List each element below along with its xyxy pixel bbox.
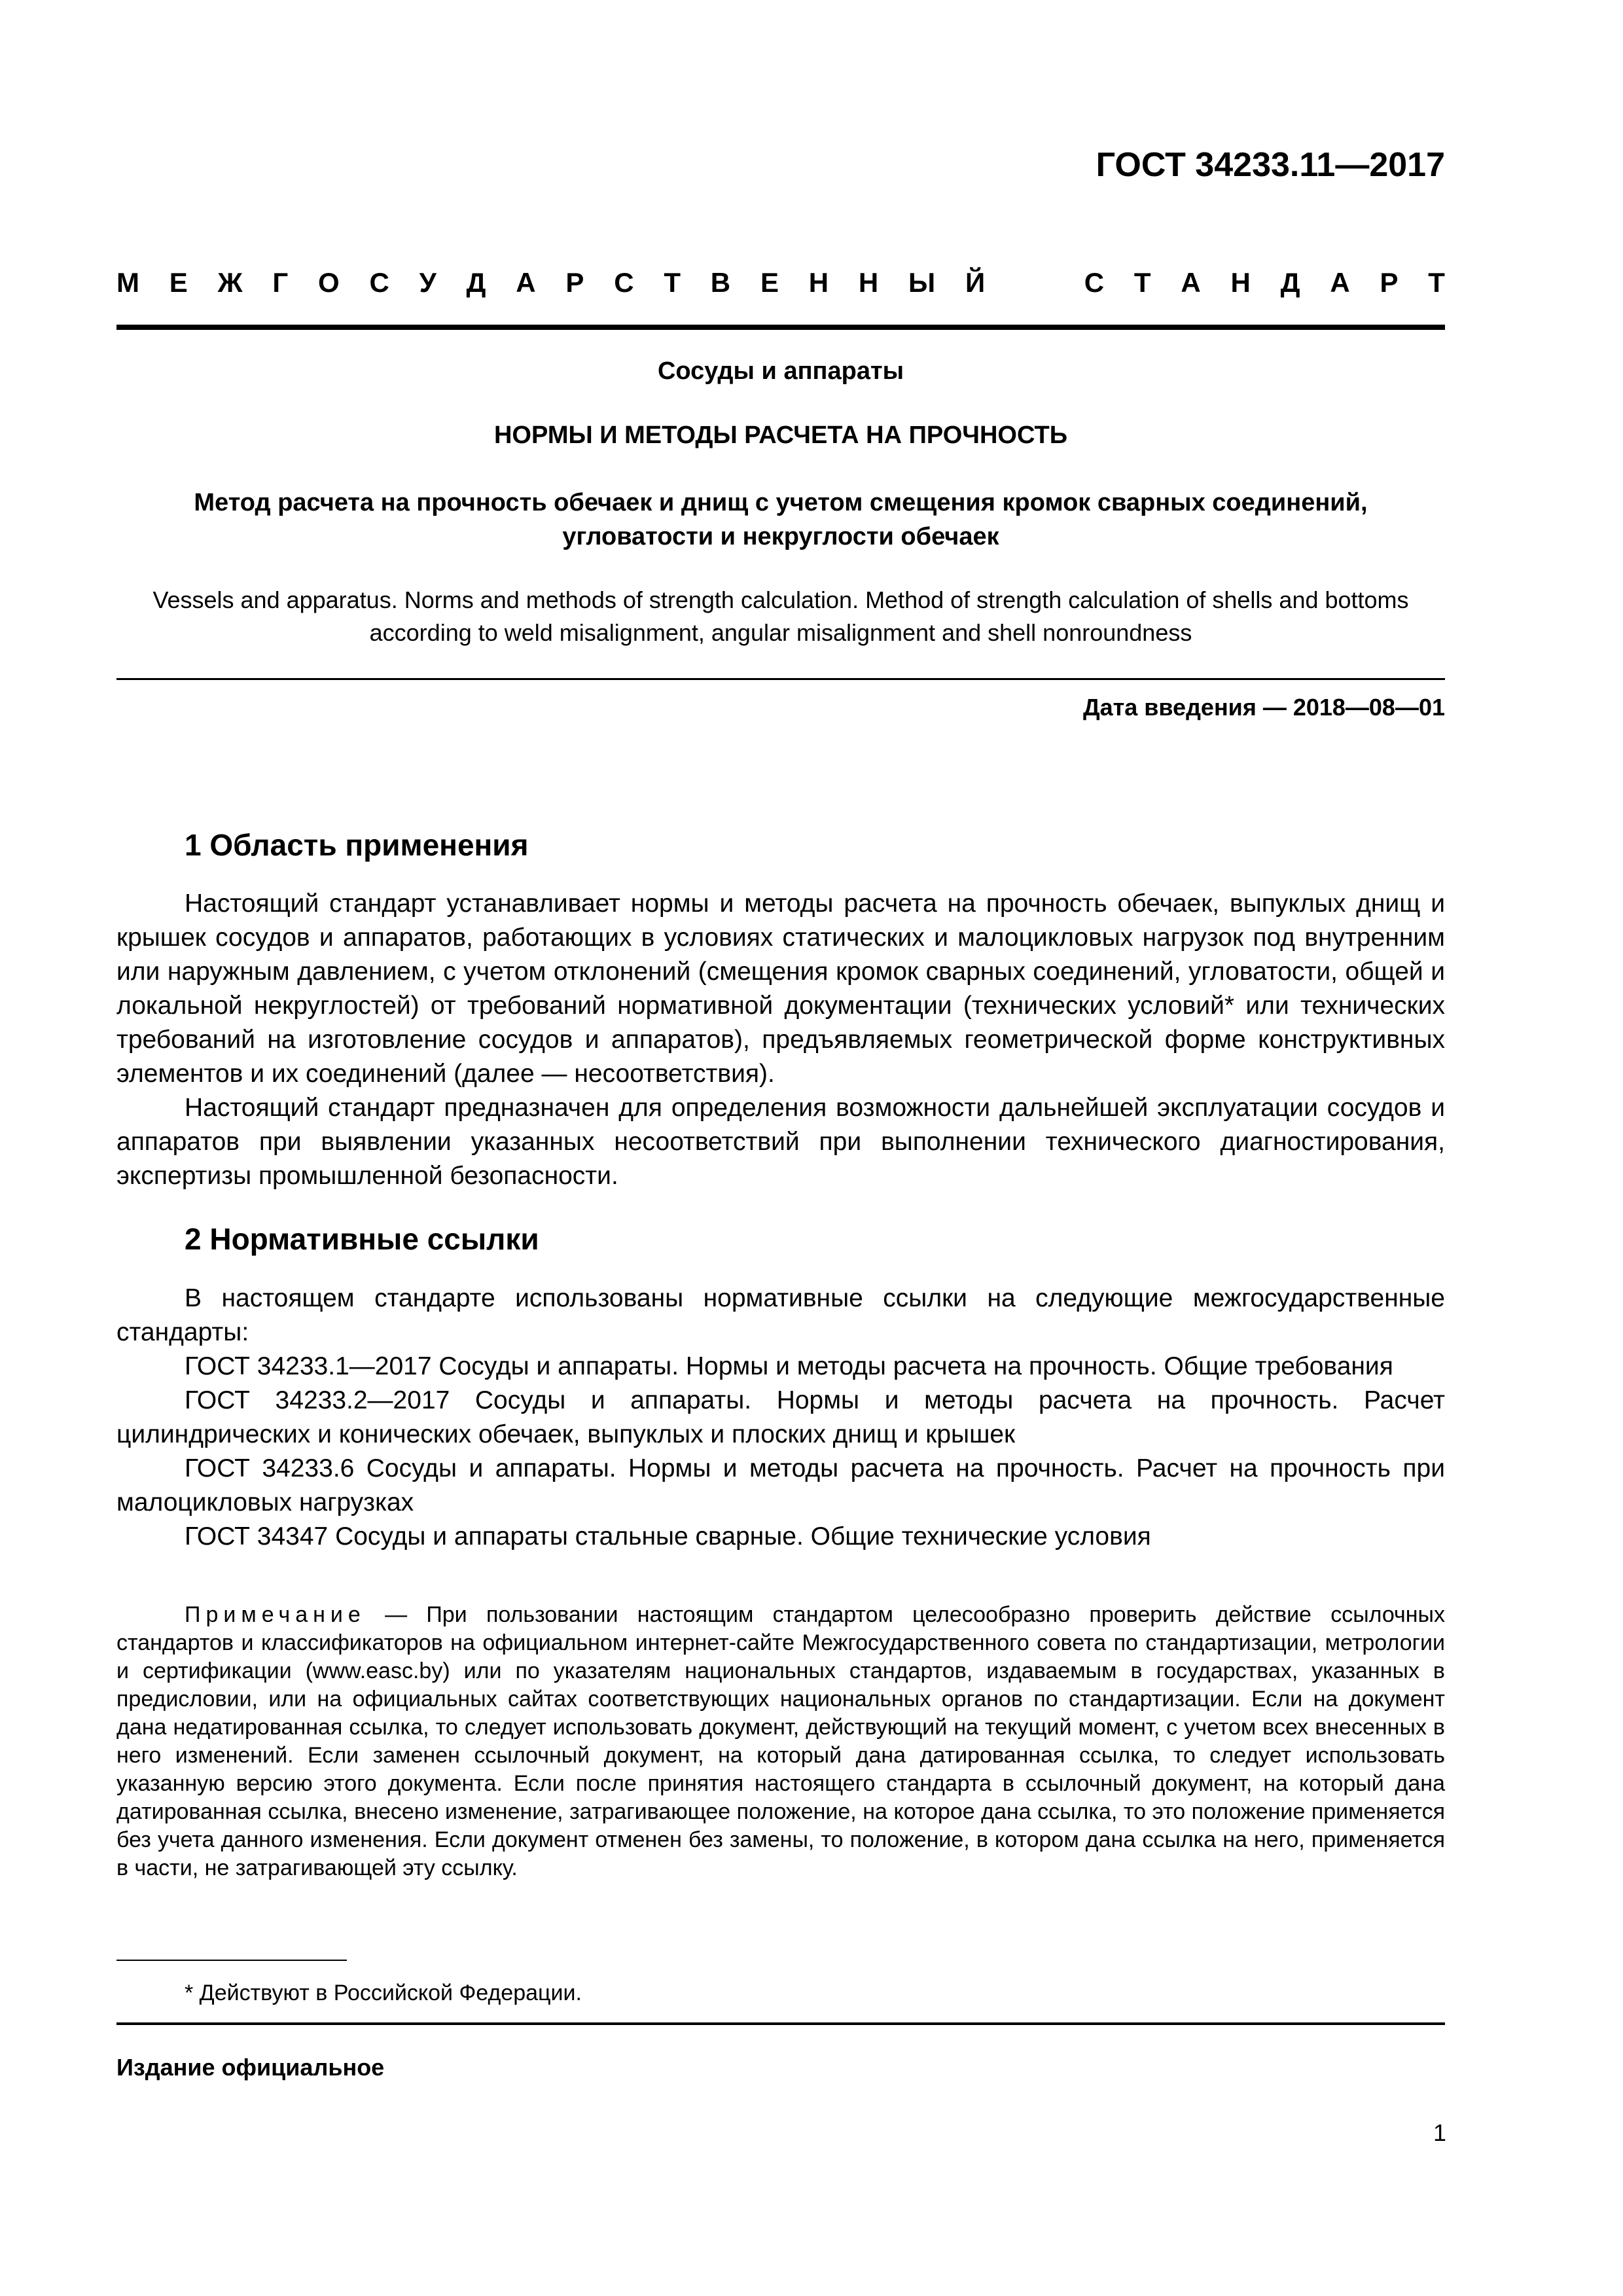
standard-subtitle [116,486,1445,554]
introduction-date: Дата введения — 2018—08—01 [1082,694,1445,721]
standard-subject: Сосуды и аппараты [657,357,904,385]
english-title [116,584,1445,649]
banner-letter: Д [466,267,486,298]
english-title-line-1: Vessels and apparatus. Norms and methods of strength calculation. Method of strength calculation of shells and bottoms [152,586,1409,613]
banner-letter: Т [664,267,681,298]
banner-letter: Р [1380,267,1399,298]
banner-letter: О [317,267,340,298]
section-1-body [116,887,1445,1193]
banner-letter: С [1084,267,1105,298]
reference-note [116,1601,1445,1882]
banner-letter: Н [858,267,879,298]
banner-letter: С [614,267,634,298]
banner-letter: Т [1133,267,1151,298]
interstate-standard-banner [116,267,1445,298]
banner-letter: Е [169,267,188,298]
reference-item: ГОСТ 34347 Сосуды и аппараты стальные сварные. Общие технические условия [185,1522,1151,1551]
footnote-rule [116,1960,347,1961]
banner-letter: Т [1428,267,1445,298]
english-title-line-2: according to weld misalignment, angular misalignment and shell nonroundness [369,619,1192,646]
banner-letter: Г [272,267,289,298]
title-rule [116,678,1445,680]
banner-letter: В [710,267,731,298]
section-1-heading: 1 Область применения [185,828,529,862]
gost-code: ГОСТ 34233.11—2017 [1096,146,1445,184]
note-label: Примечание [185,1602,366,1627]
paragraph: В настоящем стандарте использованы нормативные ссылки на следующие межгосударственные стандарты: [116,1284,1445,1346]
banner-letter: С [369,267,389,298]
banner-letter: Н [808,267,829,298]
standard-title: НОРМЫ И МЕТОДЫ РАСЧЕТА НА ПРОЧНОСТЬ [493,422,1068,449]
edition-label: Издание официальное [116,2054,385,2081]
banner-letter: А [1181,267,1201,298]
paragraph: Настоящий стандарт предназначен для определения возможности дальнейшей эксплуатации сосудов и аппаратов при выявлении указанных несоответствий при выполнении технического диагностирования, экспертизы промышленной безопасности. [116,1094,1445,1190]
reference-item: ГОСТ 34233.1—2017 Сосуды и аппараты. Нормы и методы расчета на прочность. Общие требования [185,1352,1393,1380]
banner-letter: У [419,267,437,298]
banner-letter: Р [565,267,584,298]
banner-letter: Е [760,267,779,298]
banner-letter: Ж [217,267,243,298]
banner-letter: Й [965,267,986,298]
subtitle-line-1: Метод расчета на прочность обечаек и днищ с учетом смещения кромок сварных соединений, [194,489,1368,516]
banner-letter: Д [1280,267,1300,298]
footer-rule [116,2022,1445,2025]
header-rule [116,325,1445,330]
banner-letter: Н [1230,267,1251,298]
section-2-body [116,1282,1445,1554]
banner-letter: Ы [908,267,936,298]
reference-item: ГОСТ 34233.2—2017 Сосуды и аппараты. Нормы и методы расчета на прочность. Расчет цилиндрических и конических обечаек, выпуклых и плоских днищ и крышек [116,1386,1445,1448]
section-2-heading: 2 Нормативные ссылки [185,1222,539,1256]
subtitle-line-2: угловатости и некруглости обечаек [562,523,999,550]
banner-letter: А [1330,267,1350,298]
banner-letter: М [116,267,139,298]
page-number: 1 [1433,2119,1446,2146]
banner-letter: А [516,267,536,298]
footnote: * Действуют в Российской Федерации. [185,1981,582,2005]
paragraph: Настоящий стандарт устанавливает нормы и методы расчета на прочность обечаек, выпуклых днищ и крышек сосудов и аппаратов, работающих в условиях статических и малоцикловых нагрузок под внутренним или наружным давлением, с учетом отклонений (смещения кромок сварных соединений, угловатости, общей и локальной некруглостей) от требований нормативной документации (технических условий* или технических требований на изготовление сосудов и аппаратов), предъявляемых геометрической форме конструктивных элементов и их соединений (далее — несоответствия). [116,889,1445,1088]
banner-word-gap [1015,267,1054,298]
reference-item: ГОСТ 34233.6 Сосуды и аппараты. Нормы и методы расчета на прочность. Расчет на прочность при малоцикловых нагрузках [116,1454,1445,1516]
note-text: — При пользовании настоящим стандартом целесообразно проверить действие ссылочных стандартов и классификаторов на официальном интернет-сайте Межгосударственного совета по стандартизации, метрологии и сертификации (www.easc.by) или по указателям национальных стандартов, издаваемым в государствах, указанных в предисловии, или на официальных сайтах соответствующих национальных органов по стандартизации. Если на документ дана недатированная ссылка, то следует использовать документ, действующий на текущий момент, с учетом всех внесенных в него изменений. Если заменен ссылочный документ, на который дана датированная ссылка, то следует использовать указанную версию этого документа. Если после принятия настоящего стандарта в ссылочный документ, на который дана датированная ссылка, внесено изменение, затрагивающее положение, на которое дана ссылка, то это положение применяется без учета данного изменения. Если документ отменен без замены, то положение, в котором дана ссылка на него, применяется в части, не затрагивающей эту ссылку. [116,1602,1445,1880]
